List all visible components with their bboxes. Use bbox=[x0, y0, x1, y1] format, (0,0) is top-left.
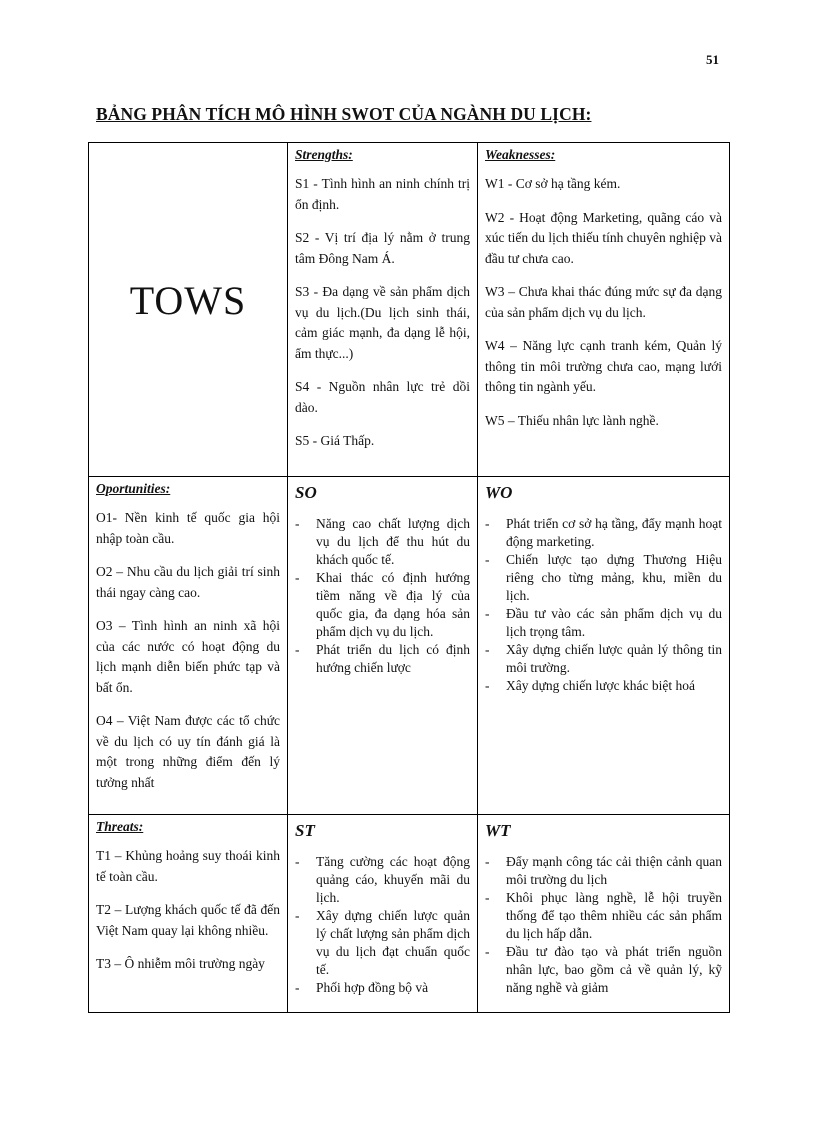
list-item: T3 – Ô nhiễm môi trường ngày bbox=[96, 956, 265, 971]
so-list bbox=[295, 515, 470, 677]
list-item: T1 – Khủng hoảng suy thoái kinh tế toàn cầu. bbox=[96, 848, 280, 884]
threats-cell bbox=[89, 815, 288, 1013]
list-item: S1 - Tình hình an ninh chính trị ổn định. bbox=[295, 176, 470, 212]
list-item: S4 - Nguồn nhân lực trẻ dồi dào. bbox=[295, 379, 470, 415]
list-item: - Đầu tư vào các sản phẩm dịch vụ du lịch trọng tâm. bbox=[485, 605, 722, 641]
tows-cell bbox=[89, 143, 288, 477]
list-item: W1 - Cơ sở hạ tầng kém. bbox=[485, 176, 621, 191]
list-item: - Khôi phục làng nghề, lễ hội truyền thống để tạo thêm nhiều các sản phẩm du lịch hấp dẫn. bbox=[485, 889, 722, 943]
st-heading: ST bbox=[295, 821, 315, 840]
list-item: O4 – Việt Nam được các tổ chức về du lịch có uy tín đánh giá là một trong những điểm đến lý tưởng nhất bbox=[96, 713, 280, 790]
wt-list bbox=[485, 853, 722, 997]
wt-heading: WT bbox=[485, 821, 511, 840]
list-item: O2 – Nhu cầu du lịch giải trí sinh thái ngay càng cao. bbox=[96, 564, 280, 600]
so-heading: SO bbox=[295, 483, 317, 502]
list-item: - Phát triển cơ sở hạ tầng, đẩy mạnh hoạt động marketing. bbox=[485, 515, 722, 551]
list-item: - Tăng cường các hoạt động quảng cáo, khuyến mãi du lịch. bbox=[295, 853, 470, 907]
page-number: 51 bbox=[706, 52, 719, 67]
list-item: - Xây dựng chiến lược khác biệt hoá bbox=[485, 677, 722, 695]
weaknesses-heading: Weaknesses: bbox=[485, 147, 556, 162]
opportunities-heading: Oportunities: bbox=[96, 481, 171, 496]
threats-heading: Threats: bbox=[96, 819, 144, 834]
list-item: W3 – Chưa khai thác đúng mức sự đa dạng của sản phẩm dịch vụ du lịch. bbox=[485, 284, 722, 320]
list-item: T2 – Lượng khách quốc tế đã đến Việt Nam quay lại không nhiều. bbox=[96, 902, 280, 938]
list-item: W4 – Năng lực cạnh tranh kém, Quản lý thông tin môi trường chưa cao, mạng lưới thông tin ngành yếu. bbox=[485, 338, 722, 394]
list-item: W5 – Thiếu nhân lực lành nghề. bbox=[485, 412, 659, 428]
strengths-cell bbox=[288, 143, 478, 477]
list-item: S3 - Đa dạng về sản phẩm dịch vụ du lịch.(Du lịch sinh thái, cảm giác mạnh, đa dạng lễ hội, ẩm thực...) bbox=[295, 284, 470, 361]
list-item: O3 – Tình hình an ninh xã hội của các nước có hoạt động du lịch mạnh diễn biến phức tạp và bất ổn. bbox=[96, 618, 280, 695]
list-item: S5 - Giá Thấp. bbox=[295, 433, 375, 448]
st-cell bbox=[288, 815, 478, 1013]
table-row bbox=[89, 477, 730, 815]
page-title: BẢNG PHÂN TÍCH MÔ HÌNH SWOT CỦA NGÀNH DU LỊCH: bbox=[96, 104, 592, 124]
wo-list bbox=[485, 515, 722, 695]
wo-heading: WO bbox=[485, 483, 513, 502]
so-cell bbox=[288, 477, 478, 815]
wt-cell bbox=[478, 815, 730, 1013]
list-item: S2 - Vị trí địa lý nằm ở trung tâm Đông Nam Á. bbox=[295, 230, 470, 266]
list-item: - Đẩy mạnh công tác cải thiện cảnh quan môi trường du lịch bbox=[485, 853, 722, 889]
list-item: O1- Nền kinh tế quốc gia hội nhập toàn cầu. bbox=[96, 510, 280, 546]
list-item: - Năng cao chất lượng dịch vụ du lịch để thu hút du khách quốc tế. bbox=[295, 515, 470, 569]
list-item: - Xây dựng chiến lược quản lý thông tin môi trường. bbox=[485, 641, 722, 677]
list-item: - Phối hợp đồng bộ và bbox=[295, 979, 470, 997]
table-row bbox=[89, 143, 730, 477]
list-item: W2 - Hoạt động Marketing, quãng cáo và xúc tiến du lịch thiếu tính chuyên nghiệp và đầu tư chưa cao. bbox=[485, 209, 722, 266]
weaknesses-cell bbox=[478, 143, 730, 477]
table-row bbox=[89, 815, 730, 1013]
list-item: - Đầu tư đào tạo và phát triển nguồn nhân lực, bao gồm cả về quản lý, kỹ năng nghề và giảm bbox=[485, 943, 722, 997]
swot-table bbox=[88, 142, 730, 1013]
list-item: - Chiến lược tạo dựng Thương Hiệu riêng cho từng mảng, khu, miền du lịch. bbox=[485, 551, 722, 605]
opportunities-cell bbox=[89, 477, 288, 815]
strengths-heading: Strengths: bbox=[295, 147, 353, 162]
list-item: - Xây dựng chiến lược quản lý chất lượng sản phẩm dịch vụ du lịch đạt chuẩn quốc tế. bbox=[295, 907, 470, 979]
wo-cell bbox=[478, 477, 730, 815]
tows-label: TOWS bbox=[129, 278, 247, 323]
list-item: - Khai thác có định hướng tiềm năng về địa lý của quốc gia, đa dạng hóa sản phẩm dịch vụ du lịch. bbox=[295, 569, 470, 641]
list-item: - Phát triển du lịch có định hướng chiến lược bbox=[295, 641, 470, 677]
st-list bbox=[295, 853, 470, 997]
